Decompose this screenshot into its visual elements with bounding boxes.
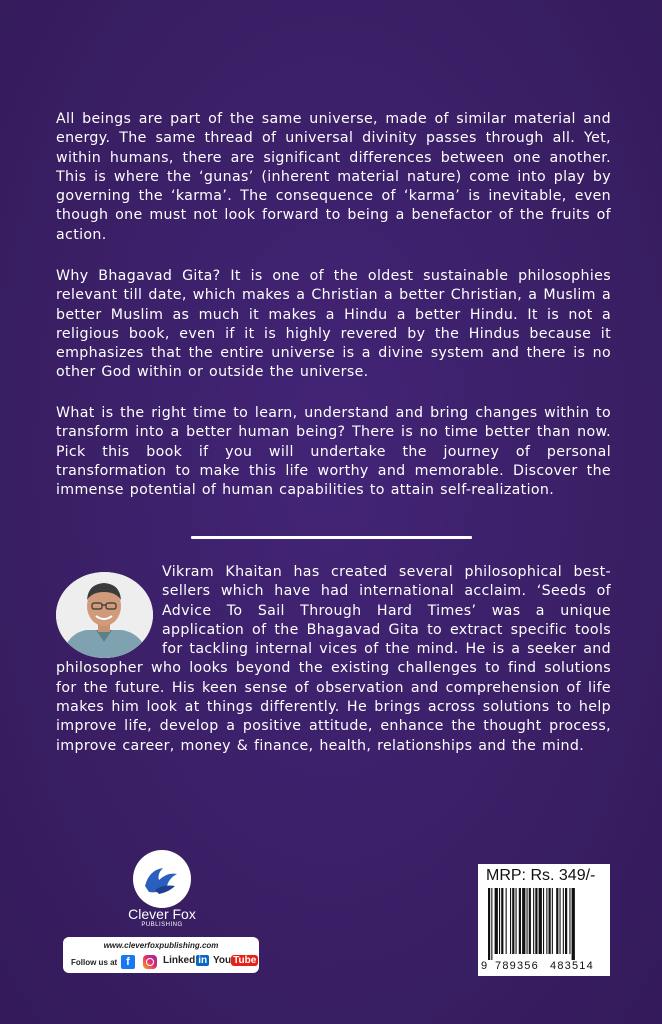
- youtube-box: Tube: [233, 955, 257, 966]
- barcode-bar: [510, 888, 511, 954]
- barcode-bar: [539, 888, 542, 954]
- author-bio-block: [56, 563, 611, 756]
- barcode-bar: [549, 888, 551, 954]
- blurb-paragraph-2: Why Bhagavad Gita? It is one of the oldest sustainable philosophies relevant till date, which makes a Christian a better Christian, a Muslim a better Muslim as much it makes a Hindu a better Hindu. It is not a religious book, even if it is highly revered by the Hindus because it emphasizes that the entire universe is a divine system and there is no other God within or outside the universe.: [56, 268, 611, 381]
- social-links-box: [63, 937, 259, 973]
- barcode-bar: [569, 888, 570, 954]
- divider-line: [191, 536, 472, 539]
- barcode-bar: [529, 888, 531, 954]
- barcode-bar: [499, 888, 500, 954]
- blurb-paragraph-3: What is the right time to learn, understand and bring changes within to transform into a better human being? There is no time better than now. Pick this book if you will undertake the journey of personal transformation to make this life worthy and memorable. Discover the immense potential of human capabilities to attain self-realization.: [56, 405, 611, 499]
- mrp-price: MRP: Rs. 349/-: [486, 867, 596, 884]
- publisher-url[interactable]: www.cleverfoxpublishing.com: [103, 941, 219, 950]
- youtube-icon[interactable]: [213, 955, 258, 966]
- barcode-bar: [522, 888, 525, 954]
- barcode-bar: [501, 888, 503, 954]
- barcode-bar: [512, 888, 514, 954]
- barcode: [486, 888, 606, 960]
- barcode-bar: [495, 888, 498, 954]
- linkedin-box: in: [198, 955, 208, 966]
- barcode-bar: [516, 888, 517, 954]
- blurb-paragraph-1: All beings are part of the same universe, made of similar material and energy. The same thread of universal divinity passes through all. Yet, within humans, there are significant differences between one another. This is where the ‘gunas’ (inherent material nature) come into play by governing the ‘karma’. The consequence of ‘karma’ is inevitable, even though one must not look forward to being a benefactor of the fruits of action.: [56, 111, 611, 243]
- youtube-text: You: [213, 955, 232, 966]
- publisher-subtitle: PUBLISHING: [141, 922, 183, 928]
- barcode-bar: [565, 888, 567, 954]
- barcode-bar: [535, 888, 537, 954]
- isbn-group-2: 483514: [550, 960, 594, 972]
- linkedin-icon[interactable]: [163, 955, 209, 966]
- publisher-name: Clever Fox: [128, 906, 196, 922]
- barcode-bar: [563, 888, 564, 954]
- barcode-bar: [491, 888, 492, 960]
- barcode-bar: [527, 888, 528, 954]
- barcode-bar: [556, 888, 558, 954]
- barcode-bar: [519, 888, 521, 954]
- isbn-lead-digit: 9: [481, 960, 489, 972]
- barcode-bar: [506, 888, 507, 954]
- barcode-bar: [543, 888, 544, 954]
- barcode-bar: [546, 888, 547, 954]
- publisher-logo: [133, 850, 191, 908]
- facebook-icon[interactable]: f: [121, 955, 135, 969]
- barcode-bar: [488, 888, 490, 960]
- barcode-bar: [552, 888, 553, 954]
- fox-logo-icon: [133, 850, 191, 908]
- barcode-box: [478, 864, 610, 976]
- linkedin-text: Linked: [163, 955, 196, 966]
- author-bio: Vikram Khaitan has created several philosophical best-sellers which have had international acclaim. ‘Seeds of Advice To Sail Through Hard Times’ was a unique application of the Bhagavad Gita to extract specific tools for tackling internal vices of the mind. He is a seeker and philosopher who looks beyond the existing challenges to find solutions for the future. His keen sense of observation and comprehension of life makes him look at things differently. He brings across solutions to help improve life, develop a positive attitude, enhance the thought process, improve career, money & finance, health, relationships and the mind.: [56, 564, 611, 754]
- instagram-icon[interactable]: [143, 955, 157, 969]
- isbn-group-1: 789356: [495, 960, 539, 972]
- barcode-bar: [560, 888, 561, 954]
- barcode-bar: [572, 888, 575, 960]
- follow-us-label: Follow us at: [71, 958, 118, 967]
- barcode-bar: [533, 888, 534, 954]
